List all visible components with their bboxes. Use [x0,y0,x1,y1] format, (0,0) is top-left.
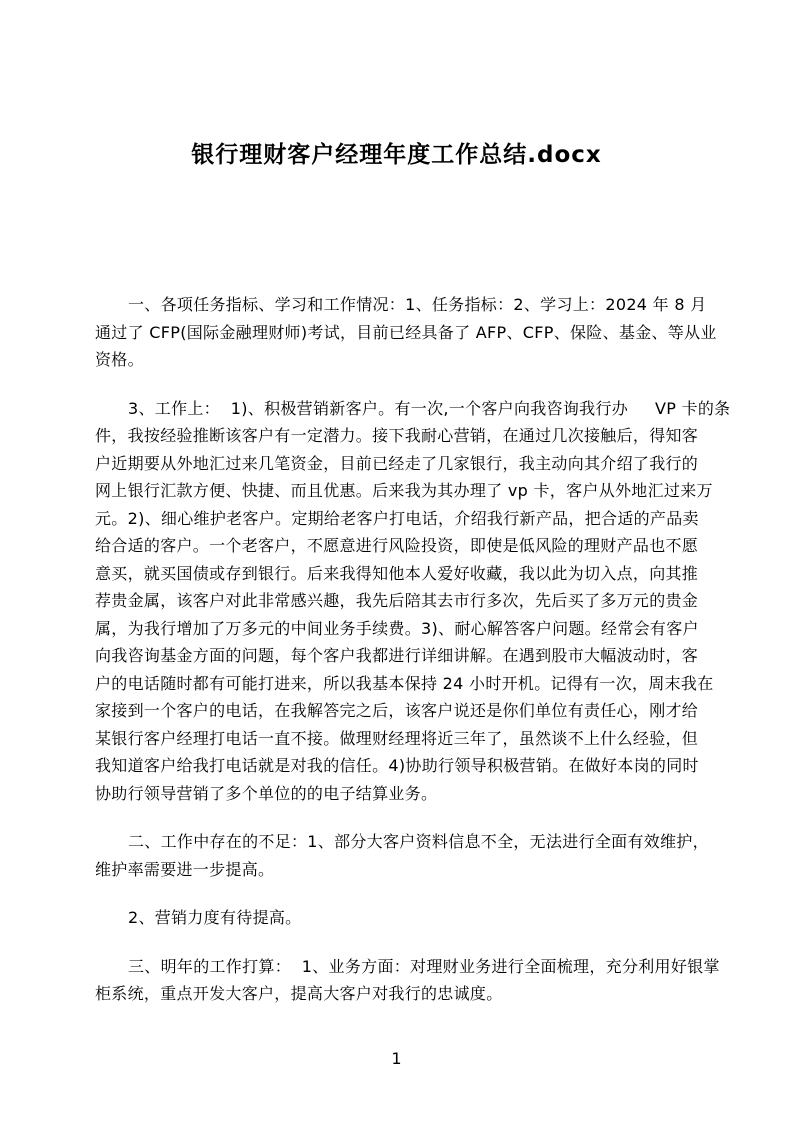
document-body [0,291,793,1008]
text-line: 件，我按经验推断该客户有一定潜力。接下我耐心营销，在通过几次接触后，得知客 [95,426,699,445]
text-line: 向我咨询基金方面的问题，每个客户我都进行详细讲解。在遇到股市大幅波动时，客 [95,646,699,665]
text-line: 属，为我行增加了万多元的中间业务手续费。3)、耐心解答客户问题。经常会有客户 [95,618,699,638]
document-title: 银行理财客户经理年度工作总结.docx [191,142,602,168]
text-line: 户近期要从外地汇过来几笔资金，目前已经走了几家银行，我主动向其介绍了我行的 [95,453,699,473]
text-line: 资格。 [95,350,144,369]
text-line: 荐贵金属，该客户对此非常感兴趣，我先后陪其去市行多次，先后买了多万元的贵金 [95,591,699,610]
page-number: 1 [391,1049,402,1068]
text-line: 柜系统，重点开发大客户，提高大客户对我行的忠诚度。 [95,984,503,1003]
paragraph [95,395,733,808]
text-line: 协助行领导营销了多个单位的的电子结算业务。 [95,783,438,803]
text-line: 家接到一个客户的电话，在我解答完之后，该客户说还是你们单位有责任心，刚才给 [95,701,699,720]
text-line: 三、明年的工作打算： 1、业务方面：对理财业务进行全面梳理，充分利用好银掌 [128,956,720,976]
text-line: 元。2)、细心维护老客户。定期给老客户打电话，介绍我行新产品，把合适的产品卖 [95,508,699,528]
text-line: 给合适的客户。一个老客户，不愿意进行风险投资，即使是低风险的理财产品也不愿 [95,536,699,555]
text-line: 通过了 CFP(国际金融理财师)考试，目前已经具备了 AFP、CFP、保险、基金、等从业 [95,322,717,342]
text-line: 我知道客户给我打电话就是对我的信任。4)协助行领导积极营销。在做好本岗的同时 [95,756,699,775]
text-line: 3、工作上： 1)、积极营销新客户。有一次,一个客户向我咨询我行办 VP 卡的条 [128,398,731,418]
text-line: 某银行客户经理打电话一直不接。做理财经理将近三年了，虽然谈不上什么经验，但 [95,728,699,748]
paragraph [95,291,733,374]
text-line: 户的电话随时都有可能打进来，所以我基本保持 24 小时开机。记得有一次，周末我在 [95,673,714,693]
paragraph [95,828,733,883]
paragraph [95,953,733,1008]
paragraph [95,904,733,932]
text-line: 网上银行汇款方便、快捷、而且优惠。后来我为其办理了 vp 卡，客户从外地汇过来万 [95,481,713,500]
text-line: 二、工作中存在的不足：1、部分大客户资料信息不全，无法进行全面有效维护， [128,832,709,851]
text-line: 维护率需要进一步提高。 [95,859,275,879]
text-line: 意买，就买国债或存到银行。后来我得知他本人爱好收藏，我以此为切入点，向其推 [95,563,699,583]
text-line: 2、营销力度有待提高。 [128,908,302,927]
text-line: 一、各项任务指标、学习和工作情况：1、任务指标：2、学习上：2024 年 8 月 [128,295,707,314]
